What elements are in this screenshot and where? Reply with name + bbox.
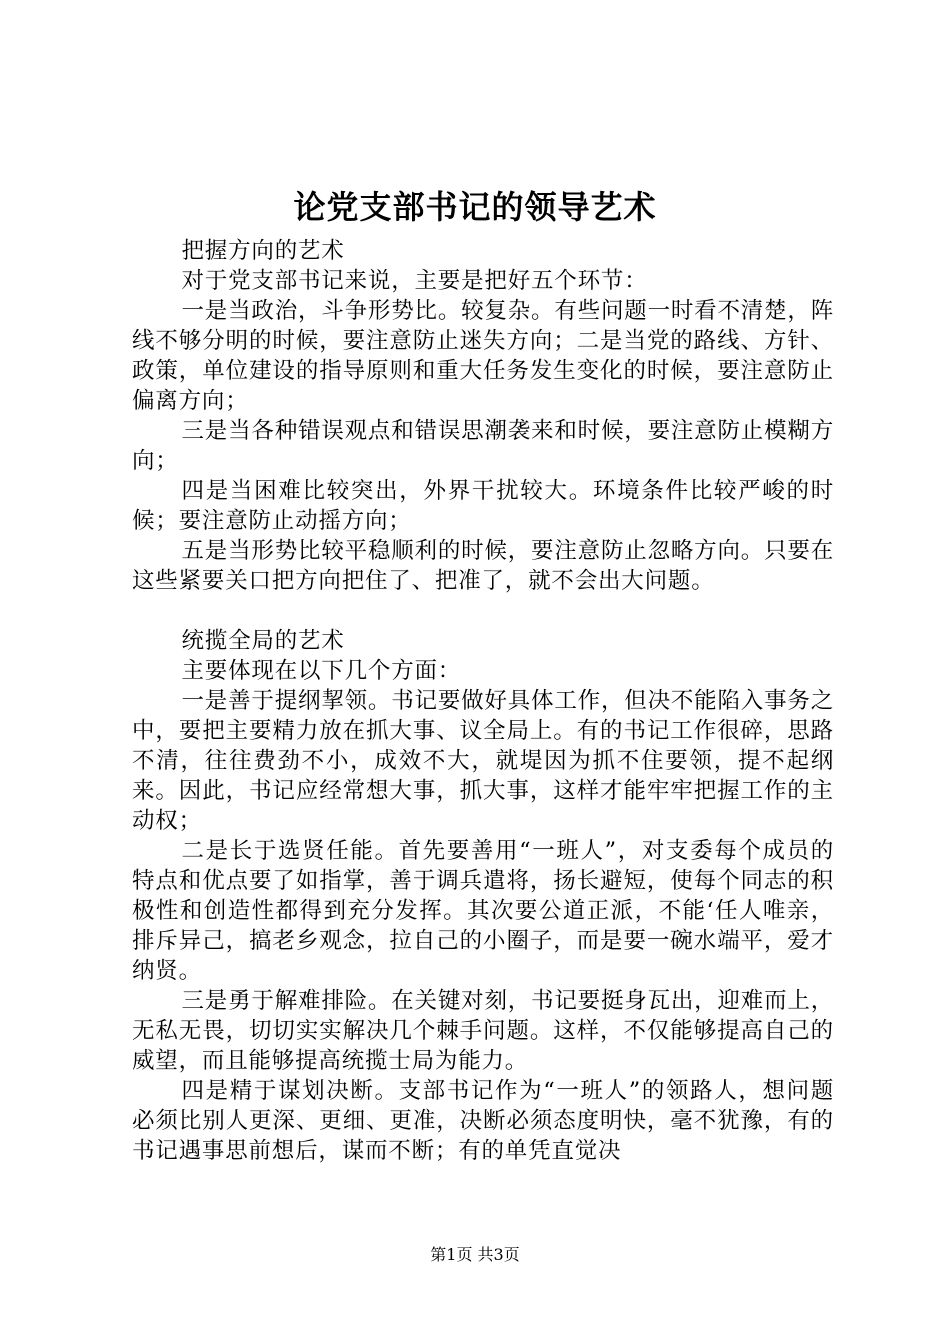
paragraph: 对于党支部书记来说，主要是把好五个环节：: [181, 268, 648, 294]
paragraph: 三是当各种错误观点和错误思潮袭来和时候，要注意防止模糊方向；: [132, 418, 834, 474]
paragraph: 一是当政治，斗争形势比。较复杂。有些问题一时看不清楚，阵线不够分明的时候，要注意防止迷失方向；二是当党的路线、方针、政策，单位建设的指导原则和重大任务发生变化的时候，要注意防止偏离方向；: [132, 298, 834, 414]
section-spacer: [132, 596, 834, 626]
section-heading: 把握方向的艺术: [181, 238, 345, 264]
paragraph: 一是善于提纲挈领。书记要做好具体工作，但决不能陷入事务之中，要把主要精力放在抓大事、议全局上。有的书记工作很碎，思路不清，往往费劲不小，成效不大，就堤因为抓不住要领，提不起纲来。因此，书记应经常想大事，抓大事，这样才能牢牢把握工作的主动权；: [132, 688, 834, 834]
paragraph: 四是精于谋划决断。支部书记作为“一班人”的领路人，想问题必须比别人更深、更细、更准，决断必须态度明快，毫不犹豫，有的书记遇事思前想后，谋而不断；有的单凭直觉决: [132, 1078, 834, 1164]
section-heading: 统揽全局的艺术: [181, 628, 345, 654]
document-title: 论党支部书记的领导艺术: [293, 188, 657, 226]
page-footer: 第1页 共3页: [430, 1245, 520, 1264]
paragraph: 三是勇于解难排险。在关键对刻，书记要挺身瓦出，迎难而上，无私无畏，切切实实解决几个棘手问题。这样，不仅能够提高自己的威望，而且能够提高统揽士局为能力。: [132, 988, 834, 1074]
paragraph: 四是当困难比较突出，外界干扰较大。环境条件比较严峻的时候；要注意防止动摇方向；: [132, 478, 834, 534]
paragraph: 二是长于选贤任能。首先要善用“一班人”，对支委每个成员的特点和优点要了如指掌，善于调兵遣将，扬长避短，使每个同志的积极性和创造性都得到充分发挥。其次要公道正派，不能‘任人唯亲，排斥异己，搞老乡观念，拉自己的小圈子，而是要一碗水端平，爱才纳贤。: [132, 838, 834, 984]
paragraph: 五是当形势比较平稳顺利的时候，要注意防止忽略方向。只要在这些紧要关口把方向把住了、把准了，就不会出大问题。: [132, 538, 834, 594]
paragraph: 主要体现在以下几个方面：: [181, 658, 462, 684]
document-body: [132, 236, 834, 1166]
